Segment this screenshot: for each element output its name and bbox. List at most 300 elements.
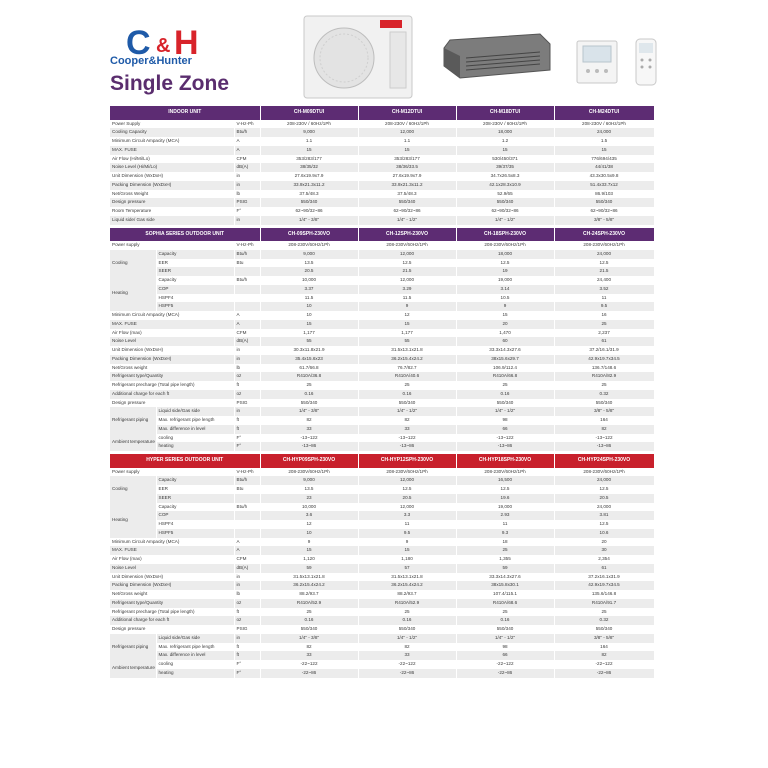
value-cell: 39/37/35 [456,163,554,172]
spec-table [110,106,655,678]
row-unit: in [234,346,260,355]
value-cell: 0.16 [456,616,554,625]
value-cell: 61 [554,337,654,346]
value-cell: 1/4" - 3/8" [260,407,358,416]
row-unit: in [234,355,260,364]
value-cell: R410A/40.6 [358,372,456,381]
value-cell: R410A/66.8 [456,372,554,381]
row-unit: dB(A) [234,163,260,172]
value-cell: 43.3x30.5x9.8 [554,172,654,181]
row-label: Cooling Capacity [110,128,234,137]
row-label: SEER [156,494,234,503]
value-cell: 9,000 [260,128,358,137]
spec-row [110,320,654,329]
spec-row [110,259,654,268]
spec-row [110,634,654,643]
group-label: Cooling [110,476,156,502]
value-cell: 550/340 [554,399,654,408]
value-cell: 776/694/435 [554,155,654,164]
value-cell: 44/41/38 [554,163,654,172]
value-cell: 9.5 [554,302,654,311]
value-cell: 1/4" - 1/2" [358,216,456,225]
row-label: Design pressure [110,625,234,634]
value-cell: R410A/82.9 [554,372,654,381]
row-label: Net/Gross Weight [110,190,234,199]
value-cell: 37.2/16.1/31.9 [554,346,654,355]
row-label: Max. refrigerant pipe length [156,643,234,652]
value-cell: 3/8" - 5/8" [554,634,654,643]
value-cell: 208-230V/60Hz/1Ph [260,241,358,250]
spec-row [110,660,654,669]
value-cell: -13~122 [456,434,554,443]
row-label: Minimum Circuit Ampacity (MCA) [110,311,234,320]
spec-row [110,311,654,320]
row-unit: PSIG [234,625,260,634]
value-cell: 51.4x33.7x12 [554,181,654,190]
row-label: Net/Gross weight [110,590,234,599]
value-cell: 15 [260,146,358,155]
value-cell: 1,120 [260,555,358,564]
spec-row [110,216,654,225]
row-unit: A [234,137,260,146]
spec-row [110,302,654,311]
value-cell: 15 [358,320,456,329]
row-unit: oz [234,599,260,608]
spec-row [110,294,654,303]
value-cell: 60 [456,337,554,346]
value-cell: 33 [260,425,358,434]
value-cell: 550/340 [456,625,554,634]
value-cell: 530/450/371 [456,155,554,164]
model-name: CH-HYP09SPH-230VO [260,454,358,468]
row-unit: lb [234,364,260,373]
value-cell: 20 [456,320,554,329]
value-cell: 16 [554,311,654,320]
value-cell: 208-230V / 60Hz/1Ph [260,120,358,129]
value-cell: 12.5 [456,259,554,268]
value-cell: 1/4" - 1/2" [456,407,554,416]
value-cell: 12.5 [554,520,654,529]
row-label: HSPF4 [156,520,234,529]
value-cell: 550/340 [554,625,654,634]
value-cell: 106.9/112.4 [456,364,554,373]
value-cell: 25 [358,381,456,390]
spec-row [110,616,654,625]
value-cell: 66 [456,425,554,434]
spec-row [110,381,654,390]
row-label: Net/Gross weight [110,364,234,373]
row-unit: Btu [234,485,260,494]
row-unit [234,302,260,311]
value-cell: 208-230V / 60Hz/1Ph [456,120,554,129]
spec-row [110,573,654,582]
value-cell: 33 [358,651,456,660]
spec-row [110,564,654,573]
group-label: Refrigerant piping [110,634,156,660]
value-cell: -13~86 [456,442,554,451]
value-cell: 12,000 [358,503,456,512]
value-cell: 19,000 [456,276,554,285]
group-label: Ambient temperature [110,434,156,452]
value-cell: 42.9x19.7x34.5 [554,581,654,590]
row-label: Air Flow (max) [110,329,234,338]
value-cell: 208-230V / 60Hz/1Ph [358,120,456,129]
spec-row [110,425,654,434]
value-cell: 57 [358,564,456,573]
row-label: Additional charge for each ft [110,616,234,625]
value-cell: 12,000 [358,276,456,285]
spec-row [110,399,654,408]
page-title: Single Zone [110,72,230,95]
value-cell: 10.5 [456,294,554,303]
value-cell: 66 [456,651,554,660]
svg-text:C: C [126,24,151,62]
row-label: Design pressure [110,198,234,207]
value-cell: 25 [456,608,554,617]
value-cell: 24,000 [554,128,654,137]
value-cell: 62~90/32~86 [358,207,456,216]
value-cell: 0.32 [554,390,654,399]
value-cell: -22~86 [358,669,456,678]
value-cell: 1,355 [456,555,554,564]
model-name: CH-M18DTUI [456,106,554,120]
row-label: Air Flow (max) [110,555,234,564]
value-cell: 10,000 [260,503,358,512]
value-cell: 9,000 [260,250,358,259]
row-unit: lb [234,190,260,199]
row-label: Packing Dimension (WxDxH) [110,355,234,364]
row-label: Packing Dimension (WxDxH) [110,581,234,590]
value-cell: 11 [554,294,654,303]
value-cell: 15 [260,546,358,555]
value-cell: 25 [456,381,554,390]
row-unit: Btu [234,259,260,268]
row-label: EER [156,485,234,494]
value-cell: 550/340 [358,198,456,207]
value-cell: 38/36/33.5 [358,163,456,172]
value-cell: 208-230V/60Hz/1Ph [358,241,456,250]
spec-row [110,511,654,520]
value-cell: 31.5x13.1x21.8 [358,346,456,355]
value-cell: 25 [358,608,456,617]
row-label: Refrigerant precharge (Total pipe length) [110,381,234,390]
value-cell: 15 [358,146,456,155]
value-cell: 18,000 [456,250,554,259]
row-unit: PSIG [234,399,260,408]
value-cell: 35.4x15.6x23 [260,355,358,364]
row-label: Minimum Circuit Ampacity (MCA) [110,538,234,547]
value-cell: 36.2x15.4x24.2 [260,581,358,590]
row-unit [234,294,260,303]
row-unit: in [234,172,260,181]
value-cell: 20.5 [554,494,654,503]
value-cell: 0.16 [358,616,456,625]
value-cell: 550/340 [260,625,358,634]
model-name: CH-M12DTUI [358,106,456,120]
spec-row [110,250,654,259]
value-cell: 3.37 [260,285,358,294]
value-cell: 59 [260,564,358,573]
spec-table-body [110,106,654,678]
value-cell: 1,470 [456,329,554,338]
value-cell: 1,180 [358,555,456,564]
row-unit: Btu/h [234,503,260,512]
value-cell: 3.29 [358,285,456,294]
svg-text:&: & [156,35,171,57]
value-cell: 0.16 [260,390,358,399]
row-label: Noise Level [110,564,234,573]
value-cell: 38x15.8x30.1 [456,581,554,590]
value-cell: 208-230V/60Hz/1Ph [456,468,554,477]
row-unit: A [234,320,260,329]
row-unit: dB(A) [234,337,260,346]
value-cell: 37.5/48.3 [358,190,456,199]
row-unit [234,529,260,538]
value-cell: 19.6 [456,494,554,503]
row-unit: in [234,634,260,643]
value-cell: 13.5 [260,485,358,494]
value-cell: 18,000 [456,128,554,137]
value-cell: 18 [456,538,554,547]
row-unit: V-Hz-Ph [234,241,260,250]
value-cell: 3.14 [456,285,554,294]
value-cell: 15 [456,146,554,155]
value-cell: 24,000 [554,250,654,259]
value-cell: 33.9x21.3x11.2 [358,181,456,190]
value-cell: 550/340 [456,198,554,207]
value-cell: -13~86 [358,442,456,451]
value-cell: 25 [554,608,654,617]
value-cell: R410A/52.9 [358,599,456,608]
outdoor-unit-image [302,14,416,102]
row-label: EER [156,259,234,268]
spec-row [110,590,654,599]
value-cell: 86.9/103 [554,190,654,199]
model-name: CH-09SPH-230VO [260,228,358,242]
value-cell: R410A/52.9 [260,599,358,608]
row-label: Unit Dimension (WxDxH) [110,346,234,355]
row-unit: CFM [234,155,260,164]
value-cell: 10.6 [554,529,654,538]
value-cell: 208-230V/60Hz/1Ph [554,241,654,250]
value-cell: 208-230V/60Hz/1Ph [456,241,554,250]
row-unit: Btu/h [234,128,260,137]
value-cell: 1.2 [456,137,554,146]
value-cell: 9.3 [456,529,554,538]
row-label: Noise Level (Hi/Mi/Lo) [110,163,234,172]
value-cell: 24,400 [554,276,654,285]
value-cell: -22~86 [554,669,654,678]
value-cell: 208-230V / 60Hz/1Ph [554,120,654,129]
row-unit: F° [234,660,260,669]
value-cell: 1/4" - 1/2" [358,407,456,416]
value-cell: 62~90/32~86 [260,207,358,216]
value-cell: 1/4" - 3/8" [260,216,358,225]
value-cell: 12.5 [554,259,654,268]
spec-row [110,546,654,555]
value-cell: -22~122 [554,660,654,669]
spec-row [110,267,654,276]
value-cell: 12.5 [456,485,554,494]
spec-row [110,190,654,199]
value-cell: 1/4" - 1/2" [358,634,456,643]
value-cell: 61 [554,564,654,573]
spec-row [110,442,654,451]
value-cell: 25 [554,320,654,329]
row-unit: F° [234,669,260,678]
value-cell: 10,000 [260,276,358,285]
row-label: heating [156,669,234,678]
row-unit: oz [234,372,260,381]
row-unit [234,267,260,276]
value-cell: 42.9x19.7x34.5 [554,355,654,364]
value-cell: 25 [456,546,554,555]
row-label: HSPF4 [156,294,234,303]
value-cell: 1.1 [260,137,358,146]
value-cell: 59 [456,564,554,573]
value-cell: 136.7/148.6 [554,364,654,373]
row-label: Liquid side/ Gas side [110,216,234,225]
value-cell: 9 [358,538,456,547]
value-cell: -22~122 [456,660,554,669]
row-unit: Btu/h [234,476,260,485]
row-label: Capacity [156,503,234,512]
section-title: INDOOR UNIT [110,106,260,120]
value-cell: 550/340 [358,399,456,408]
row-unit [234,494,260,503]
row-label: Refrigerant type/Quantity [110,372,234,381]
value-cell: 62~90/32~86 [554,207,654,216]
value-cell: 0.16 [260,616,358,625]
value-cell: 550/340 [358,625,456,634]
row-label: Minimum Circuit Ampacity (MCA) [110,137,234,146]
value-cell: 15 [456,311,554,320]
value-cell: 27.6x19.9x7.9 [260,172,358,181]
spec-row [110,346,654,355]
spec-row [110,651,654,660]
value-cell: 3.6 [260,511,358,520]
value-cell: 24,000 [554,503,654,512]
value-cell: 30.3x11.8x21.9 [260,346,358,355]
row-label: Design pressure [110,399,234,408]
value-cell: 25 [554,381,654,390]
model-name: CH-18SPH-230VO [456,228,554,242]
spec-row [110,120,654,129]
value-cell: 3.3 [358,511,456,520]
spec-row [110,163,654,172]
row-label: Capacity [156,476,234,485]
row-label: cooling [156,660,234,669]
value-cell: 24,000 [554,476,654,485]
row-label: Refrigerant precharge (Total pipe length) [110,608,234,617]
value-cell: 0.16 [456,390,554,399]
value-cell: 55 [260,337,358,346]
value-cell: -13~122 [554,434,654,443]
value-cell: 11.5 [260,294,358,303]
row-unit: A [234,146,260,155]
model-name: CH-M24DTUI [554,106,654,120]
row-label: Power Supply [110,120,234,129]
value-cell: 20.5 [358,494,456,503]
row-unit: PSIG [234,198,260,207]
value-cell: 10 [260,311,358,320]
value-cell: 11 [456,520,554,529]
value-cell: 33 [260,651,358,660]
spec-row [110,390,654,399]
value-cell: 33.3x14.3x27.6 [456,573,554,582]
value-cell: 0.32 [554,616,654,625]
value-cell: 37.5/48.3 [260,190,358,199]
value-cell: 12.5 [554,485,654,494]
value-cell: 107.4/115.1 [456,590,554,599]
section-header [110,454,654,468]
row-label: Noise Level [110,337,234,346]
spec-row [110,407,654,416]
spec-row [110,529,654,538]
model-name: CH-HYP24SPH-230VO [554,454,654,468]
value-cell: 98 [456,643,554,652]
row-unit: in [234,573,260,582]
value-cell: 135.6/146.8 [554,590,654,599]
spec-row [110,276,654,285]
spec-row [110,207,654,216]
row-label: Capacity [156,250,234,259]
row-label: Max. difference in level [156,425,234,434]
value-cell: 15 [554,146,654,155]
value-cell: 9 [456,302,554,311]
model-name: CH-12SPH-230VO [358,228,456,242]
row-unit: in [234,581,260,590]
value-cell: R410A/91.7 [554,599,654,608]
row-unit: V-Hz-Ph [234,120,260,129]
row-label: Refrigerant type/Quantity [110,599,234,608]
group-label: Cooling [110,250,156,276]
value-cell: 21.5 [358,267,456,276]
group-label: Heating [110,503,156,538]
value-cell: 88.2/93.7 [358,590,456,599]
value-cell: 38/35/32 [260,163,358,172]
row-unit: CFM [234,555,260,564]
row-unit: Btu/h [234,276,260,285]
spec-row [110,538,654,547]
value-cell: 3/8" - 5/8" [554,216,654,225]
value-cell: 164 [554,416,654,425]
value-cell: -13~86 [554,442,654,451]
value-cell: 353/283/177 [260,155,358,164]
value-cell: 0.16 [358,390,456,399]
row-label: Power supply [110,241,234,250]
row-unit: in [234,181,260,190]
row-label: SEER [156,267,234,276]
row-unit: ft [234,608,260,617]
value-cell: 11.5 [358,294,456,303]
value-cell: 1/4" - 1/2" [456,216,554,225]
spec-row [110,241,654,250]
value-cell: 1.5 [554,137,654,146]
row-unit: lb [234,590,260,599]
value-cell: 88.2/93.7 [260,590,358,599]
spec-row [110,434,654,443]
spec-row [110,181,654,190]
spec-row [110,128,654,137]
value-cell: -13~122 [358,434,456,443]
value-cell: 550/340 [456,399,554,408]
value-cell: 16,500 [456,476,554,485]
row-unit: ft [234,381,260,390]
row-label: MAX. FUSE [110,320,234,329]
value-cell: 3/8" - 5/8" [554,407,654,416]
spec-row [110,329,654,338]
